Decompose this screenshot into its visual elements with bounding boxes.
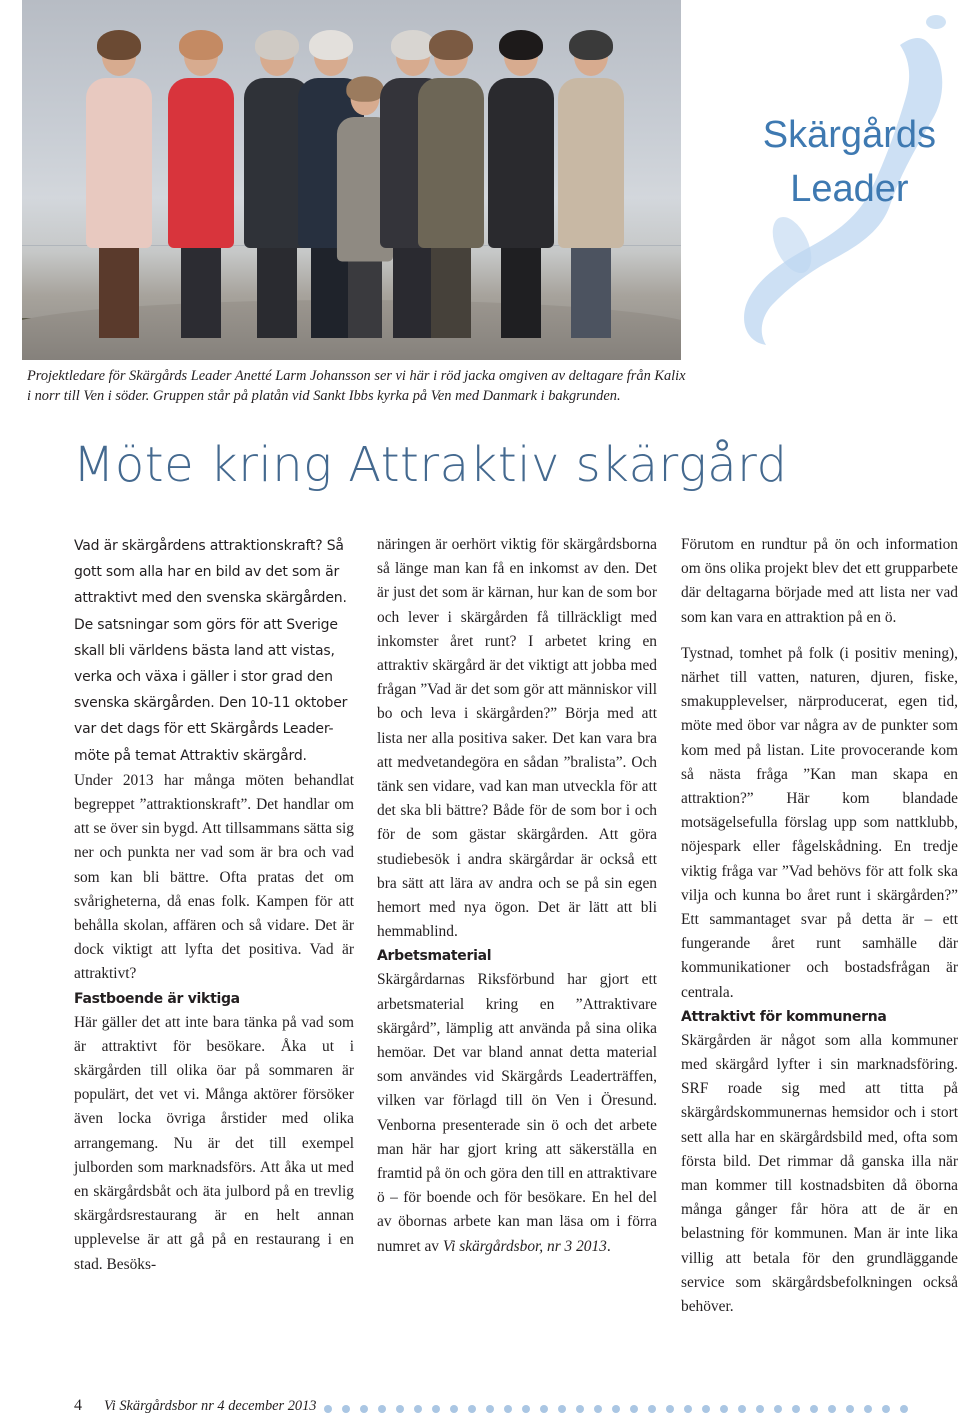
column-2 xyxy=(377,533,657,1259)
dot-icon xyxy=(702,1405,710,1413)
body-paragraph xyxy=(377,968,657,1258)
brand-line-2: Leader xyxy=(790,168,909,210)
article-headline: Möte kring Attraktiv skärgård xyxy=(73,437,788,493)
photo-caption: Projektledare för Skärgårds Leader Anetté Larm Johansson ser vi här i röd jacka omgiven av deltagare från Kalix i norr till Ven i söder. Gruppen står på platån vid Sankt Ibbs kyrka på Ven med Danmark i bakgrunden. xyxy=(27,368,686,404)
dot-icon xyxy=(684,1405,692,1413)
dot-icon xyxy=(486,1405,494,1413)
dot-icon xyxy=(504,1405,512,1413)
page-footer xyxy=(74,1397,960,1421)
dot-icon xyxy=(522,1405,530,1413)
group-photo xyxy=(22,0,681,360)
body-paragraph: Skärgården är något som alla kommuner med skärgård lyfter i sin marknadsföring. SRF roade sig med att titta på skärgårdskommunernas hemsidor och i stort sett alla har en skärgårdsbild med, ofta som första bild. Det rimmar då ganska illa när man kommer till kostnadsbiten då öborna många gånger får höra att de är en belastning för kommunen. Man är inte lika villig att betala för den grundläggande service som skärgårdsbefolkningen också behöver. xyxy=(681,1031,958,1316)
column-1 xyxy=(74,533,354,1277)
brand-line-1: Skärgårds xyxy=(762,114,936,156)
brand-name xyxy=(763,108,936,216)
dot-icon xyxy=(900,1405,908,1413)
dot-icon xyxy=(360,1405,368,1413)
page-number: 4 xyxy=(74,1397,82,1414)
body-text: . xyxy=(606,1237,611,1255)
body-paragraph: Förutom en rundtur på ön och information om öns olika projekt blev det ett grupparbete där deltagarna började med att lista ner vad som kan vara en attraktion på en ö. xyxy=(681,536,958,626)
body-text: Skärgårdarnas Riksförbund har gjort ett arbetsmaterial kring en ”Attraktivare skärgård”, lämplig att använda på sina olika hemöar. Det var bland annat detta material som användes vid Skärgårds Leaderträffen, vilken var förlagd till ön Ven i Öresund. Venborna presenterade sin ö och det arbete man här har gjort kring att säkerställa en framtid på ön och göra den till en attraktivare ö – för boende och för besökare. En hel del av öbornas arbete kan man läsa om i förra numret av xyxy=(377,971,657,1255)
subheading-arbetsmaterial: Arbetsmaterial xyxy=(377,948,492,965)
dot-icon xyxy=(882,1405,890,1413)
dot-icon xyxy=(630,1405,638,1413)
dot-icon xyxy=(396,1405,404,1413)
dot-icon xyxy=(720,1405,728,1413)
dot-icon xyxy=(468,1405,476,1413)
dot-icon xyxy=(342,1405,350,1413)
dot-icon xyxy=(756,1405,764,1413)
journal-reference: Vi skärgårdsbor, nr 3 2013 xyxy=(442,1237,607,1255)
dot-icon xyxy=(738,1405,746,1413)
person xyxy=(418,36,484,338)
person xyxy=(488,36,554,338)
dot-icon xyxy=(792,1405,800,1413)
body-paragraph: Under 2013 har många möten behandlat begreppet ”attraktionskraft”. Det handlar om att se över sin bygd. Att tillsammans sätta sig ner och punkta ner vad som är bra och vad som kan bli bättre. Ofta pratas det om svårigheterna, då enas folk. Kampen för att behålla skolan, affären och så vidare. Det är dock viktigt att lyfta det positiva. Vad är attraktivt? xyxy=(74,771,354,983)
dot-icon xyxy=(648,1405,656,1413)
dot-icon xyxy=(846,1405,854,1413)
body-paragraph: näringen är oerhört viktig för skärgårdsborna så länge man kan få en inkomst av den. Det är just det som är kärnan, hur kan de som bor och lever i skärgården få tillräckligt med inkomster året runt? I arbetet kring en attraktiv skärgård är det viktigt att jobba med frågan ”Vad är det som gör att människor vill bo och leva i skärgården?” Börja med att lista ner alla positiva saker. Det kan vara bra att medvetandegöra en sådan ”bralista”. Och tänk sen vidare, vad kan man utveckla för att det ska bli bättre? Både för de som bor i och för de som gästar skärgården. Att göra studiebesök i andra skärgårdar är också ett bra sätt att lära av andra och se på sin egen hemort med nya ögon. Det är lätt att bli hemmablind. xyxy=(377,536,657,941)
dot-icon xyxy=(324,1405,332,1413)
dot-icon xyxy=(774,1405,782,1413)
dot-icon xyxy=(612,1405,620,1413)
dot-icon xyxy=(576,1405,584,1413)
dot-icon xyxy=(594,1405,602,1413)
skargards-leader-logo xyxy=(700,0,960,360)
dot-icon xyxy=(558,1405,566,1413)
subheading-attraktivt: Attraktivt för kommunerna xyxy=(681,1008,887,1025)
ingress: Vad är skärgårdens attraktionskraft? Så gott som alla har en bild av det som är attraktivt med den svenska skärgården. De satsningar som görs för att Sverige skall bli världens bästa land att vistas, verka och växa i gäller i stor grad den svenska skärgården. Den 10-11 oktober var det dags för ett Skärgårds Leader-möte på temat Attraktiv skärgård. xyxy=(74,538,348,764)
dot-icon xyxy=(450,1405,458,1413)
dot-icon xyxy=(828,1405,836,1413)
journal-name: Vi Skärgårdsbor nr 4 december 2013 xyxy=(104,1398,317,1414)
dot-icon xyxy=(540,1405,548,1413)
decorative-dots xyxy=(324,1405,908,1415)
dot-icon xyxy=(864,1405,872,1413)
dot-icon xyxy=(414,1405,422,1413)
dot-icon xyxy=(432,1405,440,1413)
column-3 xyxy=(681,533,958,1319)
body-paragraph: Här gäller det att inte bara tänka på vad som är attraktivt för besökare. Åka ut i skärgården till olika öar på sommaren är populärt, det vet vi. Många aktörer försöker även locka övriga årstider med olika arrangemang. Nu är det till exempel julborden som marknadsförs. Att åka ut med en skärgårdsbåt och äta julbord på en trevlig skärgårdsrestaurang är en helt annan upplevelse är att gå på en restaurang i en stad. Besöks- xyxy=(74,1013,354,1273)
dot-icon xyxy=(810,1405,818,1413)
person xyxy=(168,36,234,338)
subheading-fastboende: Fastboende är viktiga xyxy=(74,990,240,1007)
dot-icon xyxy=(666,1405,674,1413)
dot-icon xyxy=(378,1405,386,1413)
body-paragraph: Tystnad, tomhet på folk (i positiv mening), närhet till vatten, naturen, djuren, fiske, smakupplevelser, närproducerat, egen tid, möte med öbor var några av de punkter som kom med på listan. Lite provocerande kom så nästa fråga ”Kan man skapa en attraktion?” Här kom blandade motsägelsefulla förslag upp som nattklubb, nöjespark eller fågelskådning. En tredje viktig fråga var ”Vad behövs för att folk ska vilja och kunna bo året runt i skärgården?” Ett sammantaget svar på detta är – ett fungerande året runt samhälle där kommunikationer och bostadsfrågan är centrala. xyxy=(681,644,958,1001)
person xyxy=(86,36,152,338)
person xyxy=(558,36,624,338)
